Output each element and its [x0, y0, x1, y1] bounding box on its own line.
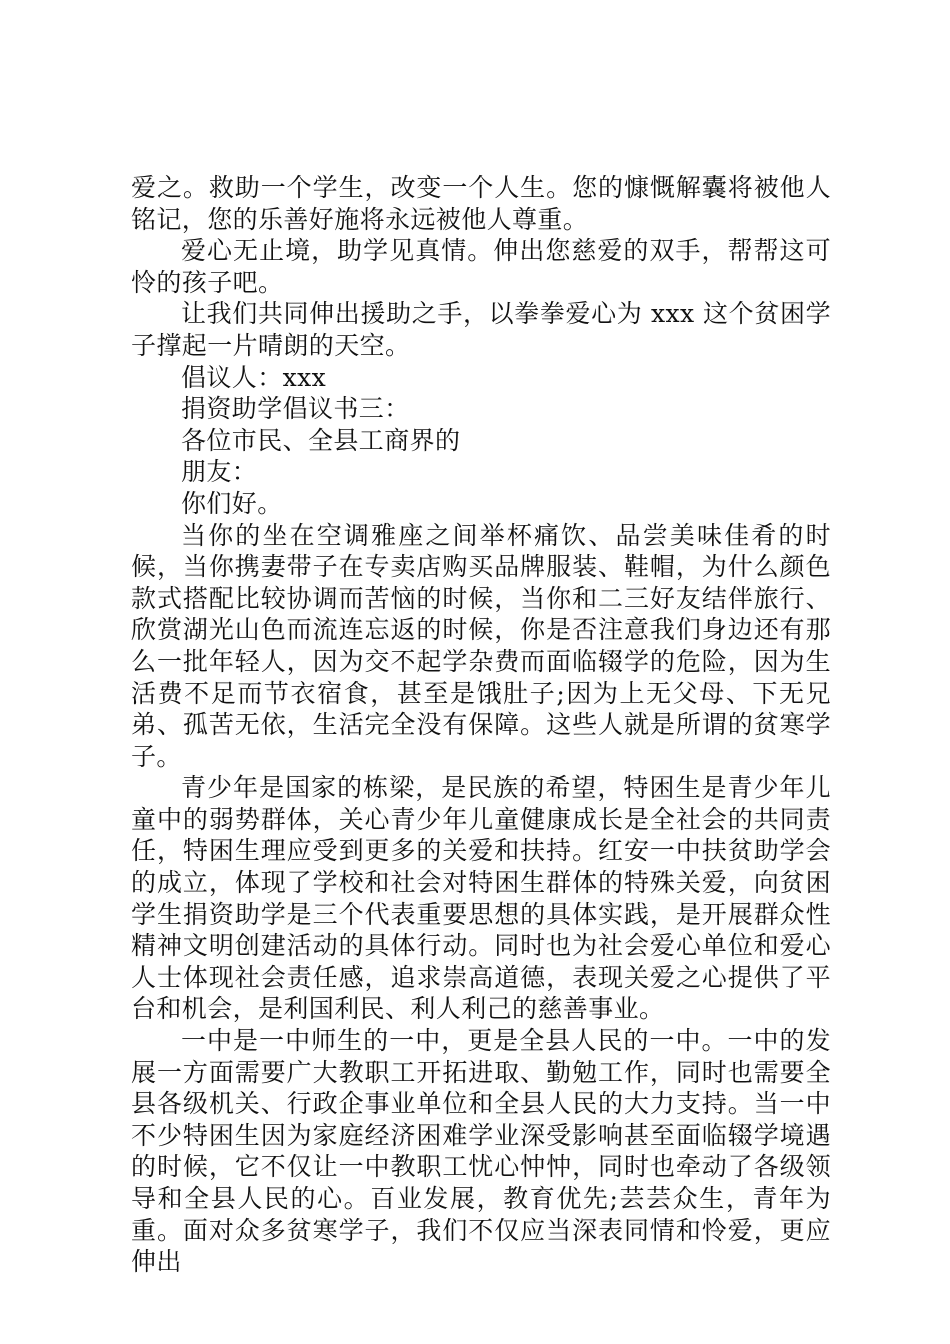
paragraph-10: 青少年是国家的栋梁，是民族的希望，特困生是青少年儿童中的弱势群体，关心青少年儿童健康成长是全社会的共同责任，特困生理应受到更多的关爱和扶持。红安一中扶贫助学会的成立，体现了学校和社会对特困生群体的特殊关爱，向贫困学生捐资助学是三个代表重要思想的具体实践，是开展群众性精神文明创建活动的具体行动。同时也为社会爱心单位和爱心人士体现社会责任感，追求崇高道德，表现关爱之心提供了平台和机会，是利国利民、利人利己的慈善事业。: [131, 773, 831, 1024]
paragraph-11: 一中是一中师生的一中，更是全县人民的一中。一中的发展一方面需要广大教职工开拓进取、勤勉工作，同时也需要全县各级机关、行政企事业单位和全县人民的大力支持。当一中不少特困生因为家庭经济困难学业深受影响甚至面临辍学境遇的时候，它不仅让一中教职工忧心忡忡，同时也牵动了各级领导和全县人民的心。百业发展，教育优先;芸芸众生，青年为重。面对众多贫寒学子，我们不仅应当深表同情和怜爱，更应伸出: [131, 1026, 831, 1277]
section-title: 捐资助学倡议书三：: [181, 394, 410, 424]
greeting: 你们好。: [181, 488, 283, 518]
initiator-line: 倡议人：xxx: [181, 362, 327, 392]
paragraph-2: 爱心无止境，助学见真情。伸出您慈爱的双手，帮帮这可怜的孩子吧。: [131, 236, 831, 297]
paragraph-1: 爱之。救助一个学生，改变一个人生。您的慷慨解囊将被他人铭记，您的乐善好施将永远被他人尊重。: [131, 173, 831, 234]
document-body: [131, 172, 831, 1278]
salutation-line-1: 各位市民、全县工商界的: [181, 425, 461, 455]
paragraph-3: 让我们共同伸出援助之手，以拳拳爱心为 xxx 这个贫困学子撑起一片晴朗的天空。: [131, 299, 831, 360]
salutation-line-2: 朋友：: [181, 457, 258, 487]
paragraph-9: 当你的坐在空调雅座之间举杯痛饮、品尝美味佳肴的时候，当你携妻带子在专卖店购买品牌服装、鞋帽，为什么颜色款式搭配比较协调而苦恼的时候，当你和二三好友结伴旅行、欣赏湖光山色而流连忘返的时候，你是否注意我们身边还有那么一批年轻人，因为交不起学杂费而面临辍学的危险，因为生活费不足而节衣宿食，甚至是饿肚子;因为上无父母、下无兄弟、孤苦无依，生活完全没有保障。这些人就是所谓的贫寒学子。: [131, 520, 831, 771]
